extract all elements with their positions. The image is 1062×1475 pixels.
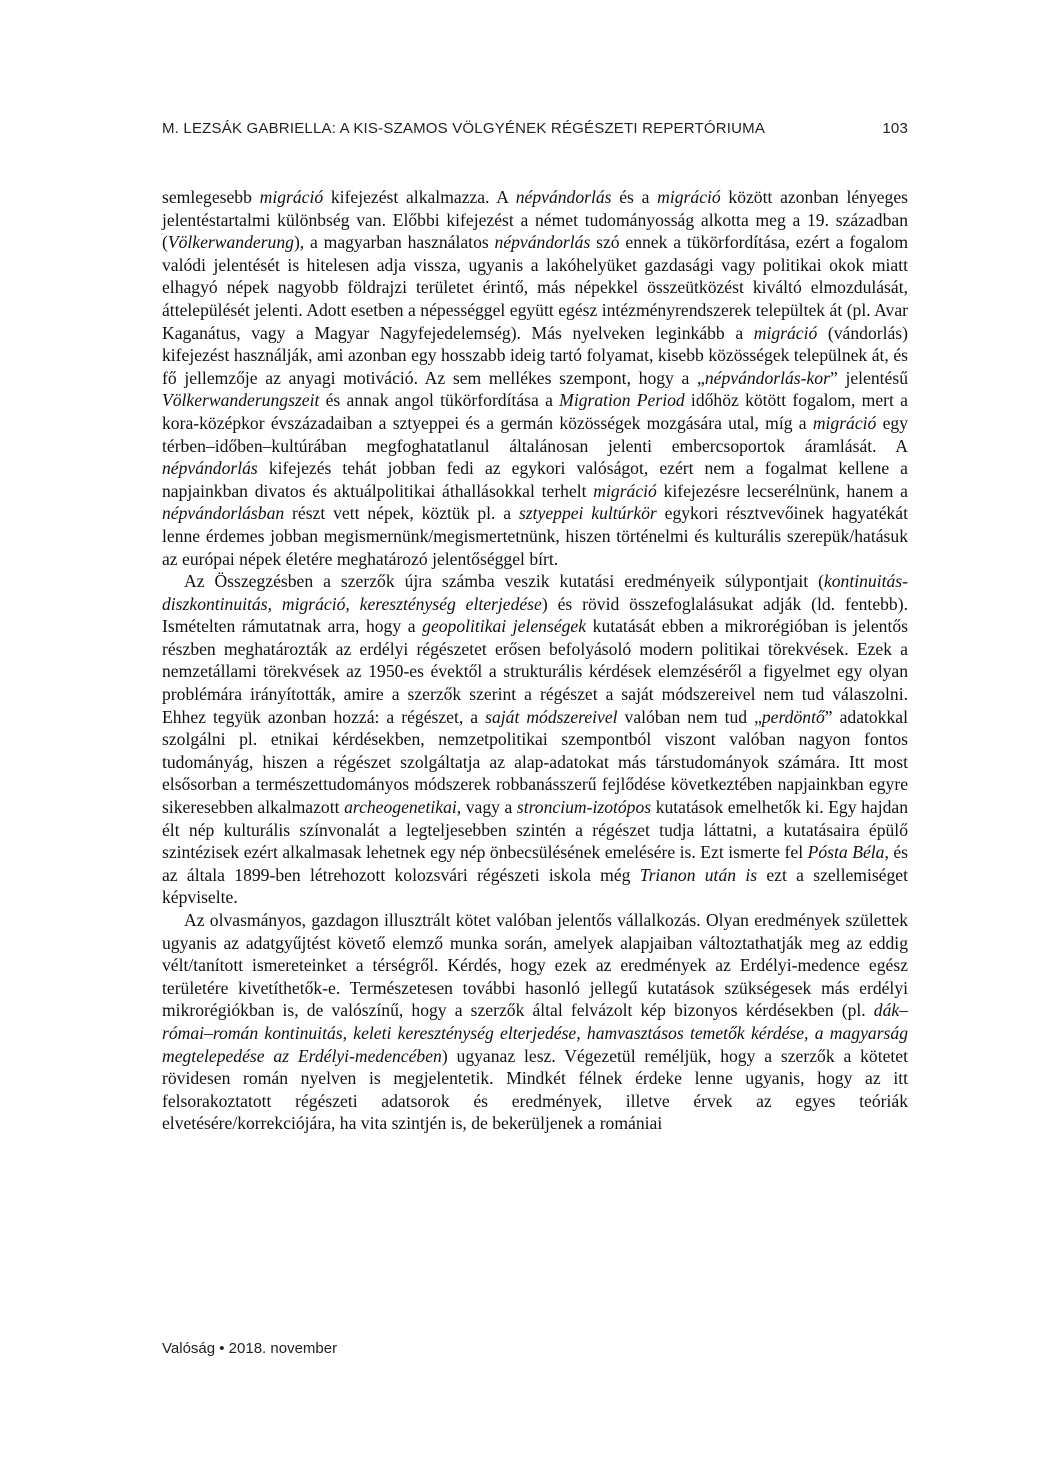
italic-term: Völkerwanderungszeit [162, 390, 320, 411]
italic-term: perdöntő [761, 706, 825, 727]
paragraph [162, 909, 908, 1135]
text-run: egy térben–időben–kultúrában megfoghatatlanul általánosan jelenti embercsoportok áramlását. A [162, 412, 908, 456]
text-run: ), a magyarban használatos [293, 232, 495, 253]
text-run: kutatását ebben a mikrorégióban is jelentős részben meghatározták az erdélyi régészetet erősen befolyásoló modern politikai törekvések. Ezek a nemzetállami törekvések az 1950-es évektől a strukturális kérdések elemzéséről a figyelmet egy olyan problémára irányították, amire a szerzők szerint a régészet a saját módszereivel nem tud válaszolni. Ehhez tegyük azonban hozzá: a régészet, a [162, 616, 909, 727]
text-run: , és az általa 1899-ben létrehozott kolozsvári régészeti iskola még [162, 842, 909, 885]
italic-term: geopolitikai jelenségek [422, 616, 587, 637]
text-run: ezt a szellemiséget képviselte. [162, 864, 908, 908]
italic-term: dák–római–román kontinuitás, keleti kereszténység elterjedése, hamvasztásos temetők kérdése, a magyarság megtelepedése az Erdélyi-medencében [162, 1000, 908, 1066]
text-run: időhöz kötött fogalom, mert a kora-középkor évszázadaiban a sztyeppei és a germán közösségek mozgására utal, míg a [162, 390, 908, 433]
text-run: ) ugyanaz lesz. Végezetül reméljük, hogy a szerzők a kötetet rövidesen román nyelven is megjelentetik. Mindkét félnek érdeke lenne ugyanis, hogy az itt felsorakoztatott régészeti adatsorok és eredmények, illetve érvek az egyes teóriák elvetésére/korrekciójára, ha vita szintjén is, de bekerüljenek a romániai [162, 1045, 908, 1134]
text-run: semlegesebb [162, 187, 260, 207]
body-text [162, 186, 908, 1135]
text-run: szó ennek a tükörfordítása, ezért a fogalom valódi jelentését is hitelesen adja vissza, ugyanis a lakóhelyüket gazdasági vagy politikai okok miatt elhagyó népek nagyobb földrajzi területet érintő, más népekkel összeütközést kiváltó elmozdulását, áttelepülését jelenti. Adott esetben a népességgel együtt egész intézményrendszerek települtek át (pl. Avar Kaganátus, vagy a Magyar Nagyfejedelemség). Más nyelveken leginkább a [162, 232, 908, 343]
italic-term: migráció [259, 187, 324, 207]
text-run: és a [611, 187, 658, 207]
text-run: kifejezésre lecserélnünk, hanem a [656, 480, 908, 501]
text-run: ) és rövid összefoglalásukat adják (ld. fentebb). Ismételten rámutatnak arra, hogy a [162, 593, 908, 637]
text-run: ” adatokkal szolgálni pl. etnikai kérdésekben, nemzetpolitikai szempontból viszont valóban nagyon fontos tudományág, hiszen a régészet szolgáltatja az alap-adatokat más társtudományok számára. Itt most elsősorban a természettudományos módszerek robbanásszerű fejlődése következtében napjainkban egyre sikeresebben alkalmazott [162, 706, 908, 818]
text-run: (vándorlás) kifejezést használják, ami azonban egy hosszabb ideig tartó folyamat, kisebb közösségek települnek át, és fő jellemzője az anyagi motiváció. Az sem mellékes szempont, hogy a „ [162, 322, 908, 388]
italic-term: népvándorlás [162, 458, 258, 479]
paragraph [162, 570, 908, 909]
italic-term: migráció [593, 480, 657, 501]
text-run: között azonban lényeges jelentéstartalmi különbség van. Előbbi kifejezést a német tudományosság alkotta meg a 19. században ( [162, 187, 908, 253]
text-run: kifejezés tehát jobban fedi az egykori valóságot, ezért nem a fogalmat kellene a napjainkban divatos és aktuálpolitikai áthallásokkal terhelt [162, 458, 908, 501]
italic-term: migráció [812, 412, 877, 433]
page-footer: Valóság • 2018. november [162, 1340, 338, 1357]
italic-term: népvándorlás [515, 187, 612, 207]
italic-term: kontinuitás-diszkontinuitás, migráció, kereszténység elterjedése [162, 571, 908, 614]
italic-term: archeogenetikai [344, 797, 457, 818]
text-run: ” jelentésű [829, 367, 908, 388]
italic-term: Pósta Béla [807, 842, 885, 863]
text-run: egykori résztvevőinek hagyatékát lenne érdemes jobban megismernünk/megismertetnünk, hiszen történelmi és kulturális szerepük/hatásuk az európai népek életére meghatározó jelentőséggel bírt. [162, 503, 908, 569]
italic-term: saját módszereivel [485, 706, 618, 727]
italic-term: Migration Period [559, 390, 685, 411]
paragraph [162, 186, 908, 570]
text-run: , vagy a [456, 797, 517, 818]
italic-term: népvándorlás-kor [704, 367, 830, 388]
italic-term: Völkerwanderung [167, 232, 294, 253]
text-run: részt vett népek, köztük pl. a [284, 503, 519, 524]
italic-term: migráció [657, 187, 721, 207]
text-run: és annak angol tükörfordítása a [319, 390, 560, 411]
text-run: Az Összegzésben a szerzők újra számba veszik kutatási eredményeik súlypontjait ( [184, 571, 824, 592]
text-run: valóban nem tud „ [617, 706, 762, 727]
text-run: Az olvasmányos, gazdagon illusztrált kötet valóban jelentős vállalkozás. Olyan eredmények születtek ugyanis az adatgyűjtést követő elemző munka során, amelyek alapjaiban változtathatják meg az eddig vélt/tanított ismereteinket a térségről. Kérdés, hogy ezek az eredmények az Erdélyi-medence egész területére kivetíthetők-e. Természetesen további hasonló jellegű kutatások szükségesek más erdélyi mikrorégiókban is, de valószínű, hogy a szerzők által felvázolt kép bizonyos kérdésekben (pl. [162, 910, 908, 1021]
italic-term: népvándorlás [494, 232, 591, 253]
italic-term: stroncium-izotópos [516, 797, 652, 818]
italic-term: népvándorlásban [162, 503, 285, 524]
text-run: kutatások emelhetők ki. Egy hajdan élt nép kulturális színvonalát a legteljesebben szintén a régészet tudja láttatni, a kutatásaira épülő szintézisek ezért alkalmasak lehetnek egy nép önbecsülésének emelésére is. Ezt ismerte fel [162, 797, 908, 863]
italic-term: migráció [753, 322, 818, 343]
page-number: 103 [882, 120, 908, 137]
text-run: kifejezést alkalmazza. A [323, 187, 516, 207]
running-title: M. LEZSÁK GABRIELLA: A KIS-SZAMOS VÖLGYÉNEK RÉGÉSZETI REPERTÓRIUMA [162, 120, 766, 137]
italic-term: sztyeppei kultúrkör [518, 503, 657, 524]
italic-term: Trianon után is [639, 864, 758, 885]
